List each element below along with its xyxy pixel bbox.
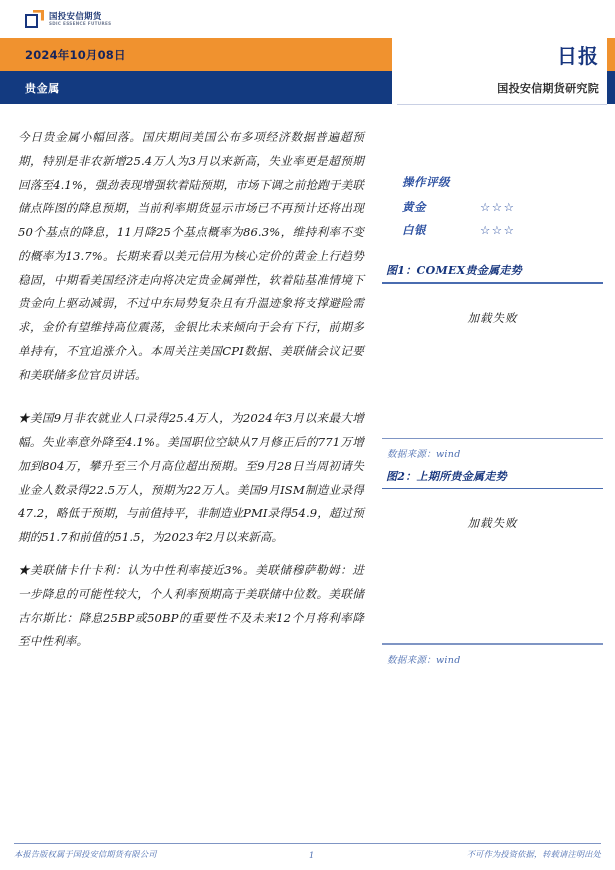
institute-cell (397, 71, 607, 104)
rating-label-silver: 白银 (402, 223, 426, 237)
category-bar (0, 71, 392, 104)
rating-label-gold: 黄金 (402, 200, 426, 214)
footer-page-number: 1 (308, 849, 315, 860)
logo-mark-icon (25, 10, 44, 29)
rating-row-silver (402, 222, 603, 238)
logo-band (0, 0, 615, 38)
rating-row-gold (402, 199, 603, 215)
page-footer (0, 843, 615, 860)
footer-copyright: 本报告版权属于国投安信期货有限公司 (14, 849, 157, 859)
rating-title: 操作评级 (402, 175, 450, 189)
figure-image-area-1 (382, 326, 603, 438)
figure-block-1 (374, 262, 603, 460)
summary-paragraph: 今日贵金属小幅回落。国庆期间美国公布多项经济数据普遍超预期，特别是非农新增25.4万人为3月以来新高，失业率更是超预期回落至4.1%，强劲表现增强软着陆预期，市场下调之前抢跑于美联储点阵图的降息预期，当前利率期货显示市场已不再预计还将出现50个基点的降息，11月降25个基点概率为86.3%，维持利率不变的概率为13.7%。长期来看以美元信用为核心定价的黄金上行趋势稳固，中期看美国经济走向将决定贵金属弹性，软着陆基准情境下贵金向上驱动减弱，不过中东局势复杂且有升温迹象将支撑避险需求，金价有望维持高位震荡，金银比未来倾向于会有下行，前期多单持有，不宜追涨介入。本周关注美国CPI数据、美联储会议记要和美联储多位官员讲话。 (18, 130, 364, 382)
figure-source-2: 数据来源：wind (387, 654, 461, 666)
header-row-date (0, 38, 615, 71)
logo-text (49, 12, 111, 26)
news-paragraph-2: ★美联储卡什卡利：认为中性利率接近3%。美联储穆萨勒姆：进一步降息的可能性较大，个人利率预期高于美联储中位数。美联储古尔斯比：降息25BP或50BP的重要性不及未来12个月将利率降至中性利率。 (18, 563, 364, 649)
figure-rule-1 (382, 282, 603, 284)
footer-row (14, 849, 601, 860)
figure-rule-2 (382, 488, 603, 490)
report-type: 日报 (557, 44, 599, 68)
logo-name-en: SDIC ESSENCE FUTURES (49, 20, 112, 26)
figure-placeholder-1: 加载失败 (467, 310, 518, 325)
figure-source-1: 数据来源：wind (387, 448, 461, 460)
figure-title-2: 图2：上期所贵金属走势 (386, 469, 507, 483)
report-category: 贵金属 (25, 81, 60, 95)
report-content (0, 104, 615, 666)
header-row-category (0, 71, 615, 104)
date-bar (0, 38, 392, 71)
news-paragraph-1: ★美国9月非农就业人口录得25.4万人，为2024年3月以来最大增幅。失业率意外降至4.1%。美国职位空缺从7月修正后的771万增加到804万，攀升至三个月高位超出预期。至9月28日当周初请失业金人数录得22.5万人，预期为22万人。美国9月ISM制造业录得47.2，略低于预期，与前值持平，非制造业PMI录得54.9，超过预期的51.7和前值的51.5，为2023年2月以来新高。 (18, 411, 364, 545)
figure-placeholder-2: 加载失败 (467, 516, 518, 531)
main-text-column (0, 126, 374, 666)
report-type-cell (397, 38, 607, 71)
figure-source-rule-2 (382, 643, 603, 644)
report-header (0, 38, 615, 104)
rating-stars-silver: ☆☆☆ (480, 223, 516, 237)
report-date: 2024年10月08日 (25, 47, 126, 62)
rating-stars-gold: ☆☆☆ (480, 200, 516, 214)
operation-rating-box (374, 174, 603, 238)
figure-block-2 (374, 468, 603, 666)
date-bar-edge (607, 38, 615, 71)
category-bar-edge (607, 71, 615, 104)
footer-rule (14, 843, 601, 844)
company-logo (25, 10, 111, 29)
logo-name-cn: 国投安信期货 (49, 11, 102, 21)
sidebar-column (374, 126, 615, 666)
figure-source-rule-1 (382, 438, 603, 439)
figure-title-1: 图1：COMEX贵金属走势 (386, 264, 522, 277)
footer-disclaimer: 不可作为投资依据，转载请注明出处 (466, 849, 601, 859)
figure-image-area-2 (382, 531, 603, 643)
institute-name: 国投安信期货研究院 (497, 81, 599, 95)
